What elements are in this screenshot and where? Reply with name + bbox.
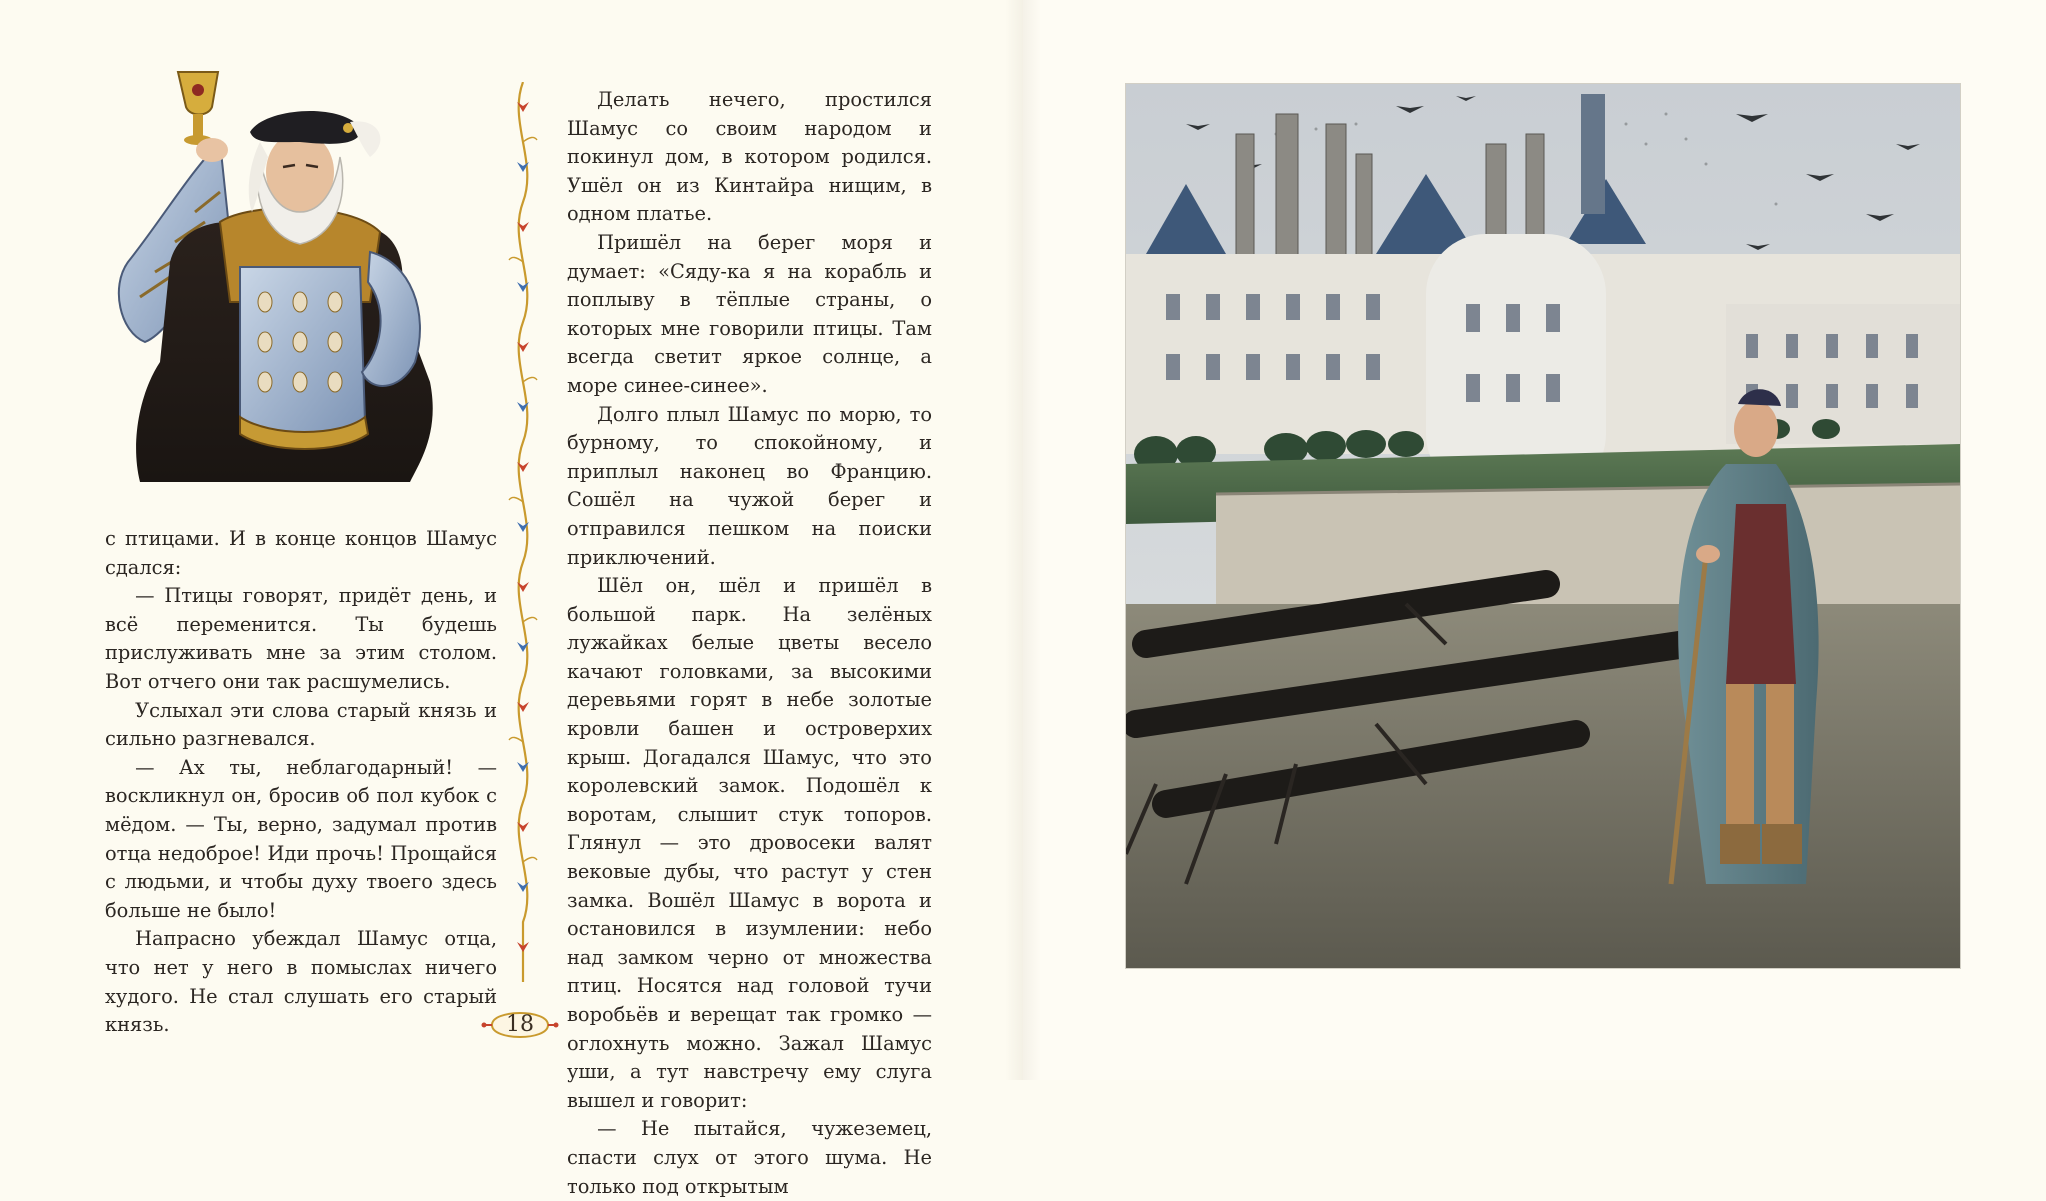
page-number-cartouche: [480, 1003, 560, 1047]
left-text-column: [105, 525, 497, 1040]
paragraph: — Ах ты, неблагодарный! — воскликнул он, бросив об пол кубок с мёдом. — Ты, верно, задумал против отца недоброе! Иди прочь! Прощайся с людьми, и чтобы духу твоего здесь больше не было!: [105, 755, 497, 922]
portrait-illustration: [100, 62, 500, 490]
gutter: [1005, 0, 1041, 1080]
page-number: 18: [506, 1012, 534, 1037]
paragraph: Делать нечего, простился Шамус со своим народом и покинул дом, в котором родился. Ушёл он из Кинтайра нищим, в одном платье.: [567, 88, 932, 226]
right-text-column: [567, 86, 932, 1201]
paragraph: Шёл он, шёл и пришёл в большой парк. На зелёных лужайках белые цветы весело качают головками, за высокими деревьями горят в небе золотые кровли башен и островерхих крыш. Догадался Шамус, что это королевский замок. Подошёл к воротам, слышит стук топоров. Глянул — это дровосеки валят вековые дубы, что растут у стен замка. Вошёл Шамус в ворота и остановился в изумлении: небо над замком черно от множества птиц. Носятся над головой тучи воробьёв и верещат так громко — оглохнуть можно. Зажал Шамус уши, а тут навстречу ему слуга вышел и говорит:: [567, 574, 932, 1112]
paragraph: — Не пытайся, чужеземец, спасти слух от этого шума. Не только под открытым: [567, 1117, 932, 1198]
paragraph: — Птицы говорят, придёт день, и всё переменится. Ты будешь прислуживать мне за этим столом. Вот отчего они так расшумелись.: [105, 584, 497, 693]
paragraph: Пришёл на берег моря и думает: «Сяду-ка я на корабль и поплыву в тёплые страны, о которых мне говорили птицы. Там всегда светит яркое солнце, а море синее-синее».: [567, 230, 932, 397]
vine-ornament: [498, 82, 548, 982]
castle-painting: [1126, 84, 1960, 968]
paragraph: с птицами. И в конце концов Шамус сдался:: [105, 527, 497, 579]
paragraph: Напрасно убеждал Шамус отца, что нет у него в помыслах ничего худого. Не стал слушать его старый князь.: [105, 927, 497, 1037]
paragraph: Услыхал эти слова старый князь и сильно разгневался.: [105, 698, 497, 751]
paragraph: Долго плыл Шамус по морю, то бурному, то спокойному, и приплыл наконец во Францию. Сошёл на чужой берег и отправился пешком на поиски приключений.: [567, 402, 932, 569]
